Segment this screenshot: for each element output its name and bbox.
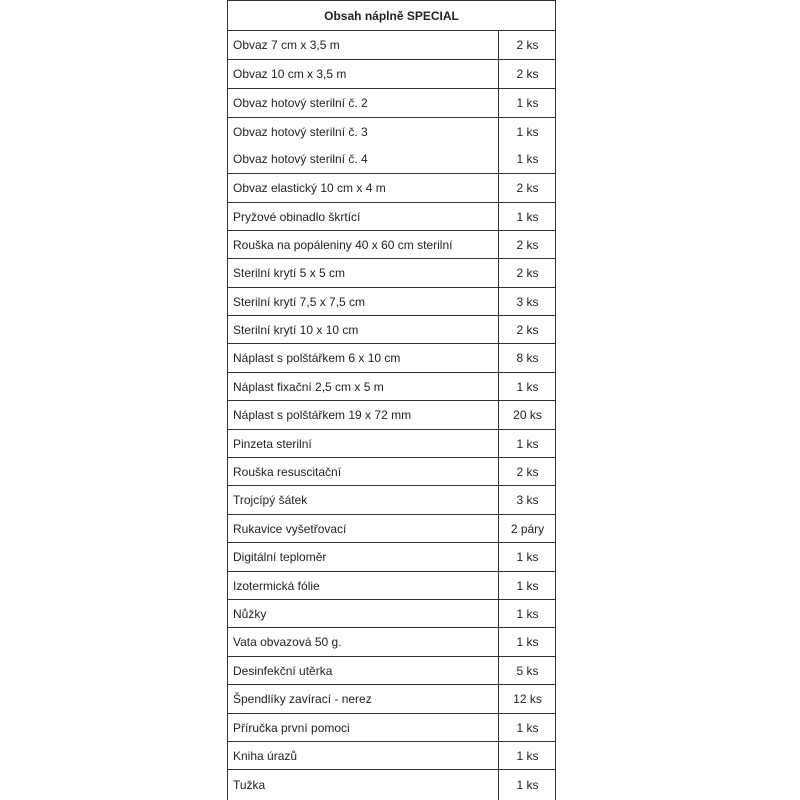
item-quantity: 2 ks xyxy=(498,316,556,343)
table-row xyxy=(227,343,556,372)
item-quantity: 1 ks xyxy=(498,600,556,627)
item-quantity: 1 ks xyxy=(498,572,556,599)
item-quantity: 1 ks xyxy=(498,118,556,145)
item-quantity: 1 ks xyxy=(498,373,556,400)
item-quantity: 2 ks xyxy=(498,31,556,59)
table-row xyxy=(227,30,556,59)
item-name: Sterilní krytí 5 x 5 cm xyxy=(233,266,346,280)
item-quantity: 3 ks xyxy=(498,288,556,315)
table-row xyxy=(227,542,556,571)
item-name: Náplast s polštářkem 19 x 72 mm xyxy=(233,408,412,422)
item-name: Obvaz hotový sterilní č. 4 xyxy=(233,152,368,166)
table-row xyxy=(227,599,556,627)
table-title: Obsah náplně SPECIAL xyxy=(227,0,556,31)
item-name: Kniha úrazů xyxy=(233,748,298,763)
item-quantity: 1 ks xyxy=(498,543,556,571)
table-row xyxy=(227,88,556,117)
item-name: Obvaz hotový sterilní č. 2 xyxy=(233,96,368,110)
item-name: Vata obvazová 50 g. xyxy=(233,635,342,649)
item-quantity: 20 ks xyxy=(498,401,556,429)
table-row xyxy=(227,372,556,400)
item-name: Izotermická fólie xyxy=(233,578,320,593)
item-quantity: 1 ks xyxy=(498,742,556,769)
item-quantity: 1 ks xyxy=(498,628,556,656)
item-name: Špendlíky zavírací - nerez xyxy=(233,692,372,706)
table-row xyxy=(227,514,556,542)
item-quantity: 5 ks xyxy=(498,657,556,684)
item-name: Obvaz elastický 10 cm x 4 m xyxy=(233,181,386,195)
table-row xyxy=(227,117,556,145)
item-name: Obvaz 7 cm x 3,5 m xyxy=(233,38,340,52)
item-quantity: 3 ks xyxy=(498,486,556,514)
item-name: Trojcípý šátek xyxy=(233,493,308,507)
item-quantity: 1 ks xyxy=(498,714,556,741)
item-name: Pinzeta sterilní xyxy=(233,436,312,451)
table-row xyxy=(227,202,556,230)
item-name: Náplast s polštářkem 6 x 10 cm xyxy=(233,351,401,365)
item-name: Sterilní krytí 7,5 x 7,5 cm xyxy=(233,294,366,309)
item-quantity: 2 páry xyxy=(498,515,556,542)
table-row xyxy=(227,258,556,287)
table-row xyxy=(227,59,556,88)
item-name: Tužka xyxy=(233,778,266,792)
item-quantity: 8 ks xyxy=(498,344,556,372)
item-name: Pryžové obinadlo škrtící xyxy=(233,209,361,224)
table-row xyxy=(227,769,556,800)
table-row xyxy=(227,656,556,684)
item-quantity: 2 ks xyxy=(498,458,556,485)
item-name: Obvaz 10 cm x 3,5 m xyxy=(233,67,347,81)
table-row xyxy=(227,287,556,315)
table-row xyxy=(227,173,556,202)
table-row xyxy=(227,741,556,769)
table-row xyxy=(227,315,556,343)
item-quantity: 2 ks xyxy=(498,231,556,258)
item-quantity: 12 ks xyxy=(498,685,556,713)
item-quantity: 2 ks xyxy=(498,259,556,287)
item-quantity: 2 ks xyxy=(498,174,556,202)
table-row xyxy=(227,457,556,485)
table-row xyxy=(227,230,556,258)
table-row xyxy=(227,627,556,656)
table-row xyxy=(227,713,556,741)
item-quantity: 2 ks xyxy=(498,60,556,88)
item-name: Rouška na popáleniny 40 x 60 cm sterilní xyxy=(233,237,453,252)
item-name: Desinfekční utěrka xyxy=(233,663,333,678)
item-name: Nůžky xyxy=(233,606,267,621)
item-quantity: 1 ks xyxy=(498,145,556,173)
item-quantity: 1 ks xyxy=(498,430,556,457)
table-row xyxy=(227,684,556,713)
item-name: Digitální teploměr xyxy=(233,550,327,564)
table-row xyxy=(227,571,556,599)
item-quantity: 1 ks xyxy=(498,770,556,800)
item-name: Rouška resuscitační xyxy=(233,464,342,479)
table-row xyxy=(227,145,556,173)
item-name: Příručka první pomoci xyxy=(233,720,350,735)
item-name: Sterilní krytí 10 x 10 cm xyxy=(233,322,359,337)
item-name: Náplast fixační 2,5 cm x 5 m xyxy=(233,379,384,394)
contents-table xyxy=(227,0,556,800)
table-row xyxy=(227,400,556,429)
table-row xyxy=(227,429,556,457)
table-row xyxy=(227,485,556,514)
item-name: Rukavice vyšetřovací xyxy=(233,521,347,536)
item-quantity: 1 ks xyxy=(498,203,556,230)
item-name: Obvaz hotový sterilní č. 3 xyxy=(233,124,368,139)
item-quantity: 1 ks xyxy=(498,89,556,117)
